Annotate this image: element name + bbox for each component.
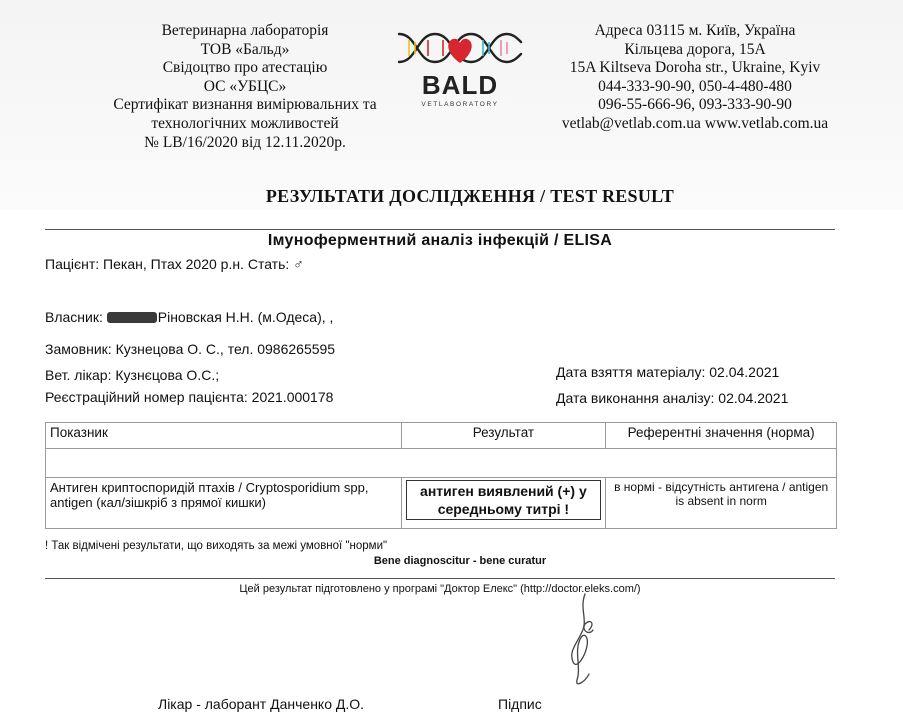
- lab-info-line: ТОВ «Бальд»: [200, 40, 290, 58]
- signature-label: Підпис: [498, 696, 542, 712]
- divider: [45, 229, 835, 230]
- spacer-cell: [46, 449, 837, 478]
- customer-label: Замовник:: [45, 341, 112, 357]
- analysis-date-value: 02.04.2021: [718, 390, 789, 406]
- table-spacer-row: [46, 449, 837, 478]
- sample-date-line: [556, 364, 779, 380]
- signature-mark: [555, 590, 615, 700]
- customer-value: Кузнецова О. С., тел. 0986265595: [115, 341, 336, 357]
- owner-label: Власник:: [45, 309, 103, 325]
- patient-label: Пацієнт:: [45, 256, 100, 272]
- motto: Bene diagnoscitur - bene curatur: [373, 555, 547, 567]
- reference-cell: в нормі - відсутність антигена / antigen is absent in norm: [606, 478, 837, 529]
- lab-info-block: [95, 22, 395, 152]
- result-cell: [401, 478, 606, 529]
- patient-line: [45, 256, 304, 272]
- analysis-date-label: Дата виконання аналізу:: [556, 390, 715, 406]
- page-title: РЕЗУЛЬТАТИ ДОСЛІДЖЕННЯ / TEST RESULT: [265, 186, 675, 206]
- header-indicator: Показник: [46, 423, 402, 449]
- sample-date-label: Дата взяття матеріалу:: [556, 364, 706, 380]
- table-header-row: [46, 423, 837, 449]
- contact-line: 044-333-90-90, 050-4-480-480: [598, 77, 792, 95]
- program-note: Цей результат підготовлено у програмі "Доктор Елекс" (http://doctor.eleks.com/): [239, 583, 641, 595]
- table-row: [46, 478, 837, 529]
- result-value: антиген виявлений (+) у середньому титрі !: [406, 480, 602, 520]
- owner-line: [45, 309, 333, 325]
- analysis-date-line: [556, 390, 788, 406]
- logo-wordmark: BALD: [421, 70, 499, 100]
- registration-label: Реєстраційний номер пацієнта:: [45, 389, 248, 405]
- signer-name: Лікар - лаборант Данченко Д.О.: [158, 696, 365, 712]
- analysis-title: Імуноферментний аналіз інфекцій / ELISA: [267, 232, 613, 249]
- flag-note: ! Так відмічені результати, що виходять за межі умовної "норми": [45, 540, 388, 552]
- customer-line: [45, 341, 335, 357]
- logo-subtitle: VETLABORATORY: [421, 101, 499, 108]
- vet-label: Вет. лікар:: [45, 367, 112, 383]
- contact-line: vetlab@vetlab.com.ua www.vetlab.com.ua: [561, 114, 829, 132]
- indicator-cell: Антиген криптоспоридій птахів / Cryptosporidium spp, antigen (кал/зішкріб з прямої кишки): [46, 478, 402, 529]
- redaction-mark: [107, 312, 157, 323]
- lab-info-line: Сертифікат визнання вимірювальних та: [113, 96, 377, 114]
- registration-value: 2021.000178: [251, 389, 334, 405]
- vet-value: Кузнєцова О.С.;: [115, 367, 220, 383]
- header-result: Результат: [401, 423, 606, 449]
- lab-info-line: Ветеринарна лабораторія: [161, 22, 329, 39]
- lab-contact-block: [540, 22, 850, 134]
- lab-info-line: № LB/16/2020 від 12.11.2020р.: [144, 133, 346, 151]
- contact-line: 15A Kiltseva Doroha str., Ukraine, Kyiv: [569, 59, 821, 77]
- sample-date-value: 02.04.2021: [709, 364, 780, 380]
- divider: [45, 578, 835, 579]
- lab-info-line: технологічних можливостей: [151, 114, 339, 132]
- header-reference: Референтні значення (норма): [606, 423, 837, 449]
- contact-line: Адреса 03115 м. Київ, Україна: [594, 22, 796, 39]
- contact-line: Кільцева дорога, 15А: [624, 40, 766, 58]
- results-table: [45, 422, 837, 529]
- lab-info-line: Свідоцтво про атестацію: [162, 59, 328, 77]
- registration-line: [45, 389, 333, 405]
- contact-line: 096-55-666-96, 093-333-90-90: [598, 96, 792, 114]
- patient-value: Пекан, Птах 2020 р.н. Стать: ♂: [103, 256, 304, 272]
- owner-value: Рiновская Н.Н. (м.Одеса), ,: [157, 309, 334, 325]
- lab-info-line: ОС «УБЦС»: [203, 77, 287, 95]
- vet-line: [45, 367, 219, 383]
